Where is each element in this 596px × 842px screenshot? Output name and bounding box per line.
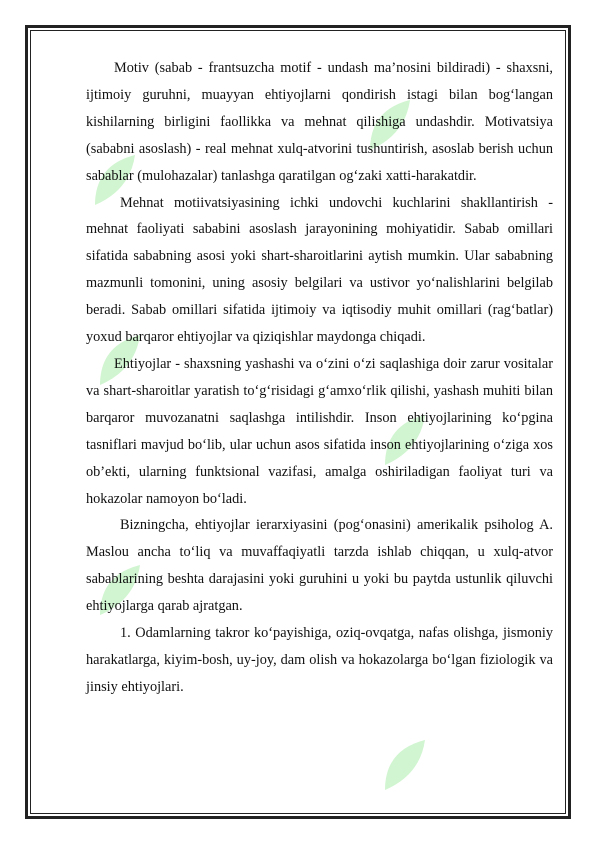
document-body — [86, 55, 553, 701]
paragraph-maslou: Bizningcha, ehtiyojlar ierarxiyasini (pog‘onasini) amerikalik psiholog A. Maslou ancha to‘liq va muvaffaqiyatli tarzda ishlab chiqqan, u xulq-atvor sabablarining beshta darajasini yoki guruhini u yoki bu paytda ustunlik qiluvchi ehtiyojlarga qarab ajratgan. — [86, 517, 553, 615]
list-item-fiziologik-ehtiyojlar: 1. Odamlarning takror ko‘payishiga, oziq-ovqatga, nafas olishga, jismoniy harakatlarga, kiyim-bosh, uy-joy, dam olish va hokazolarga bo‘lgan fiziologik va jinsiy ehtiyojlari. — [86, 625, 553, 695]
paragraph-mehnat-motivatsiyasi: Mehnat motiivatsiyasining ichki undovchi kuchlarini shakllantirish - mehnat faoliyati sababini asoslash jarayonining mohiyatidir. Sabab omillari sifatida sababning asosi yoki shart-sharoitlarini aytish mumkin. Ular sababning mazmunli tomonini, uning asosiy belgilari va ustivor yo‘nalishlarini belgilab beradi. Sabab omillari sifatida ijtimoiy va iqtisodiy muhit omillari (rag‘batlar) yoxud barqaror ehtiyojlar va qiziqishlar maydonga chiqadi. — [86, 194, 553, 346]
paragraph-motiv: Motiv (sabab - frantsuzcha motif - undash ma’nosini bildiradi) - shaxsni, ijtimoiy guruhni, muayyan ehtiyojlarni qondirish istagi bilan bog‘langan kishilarning birligini faollikka va mehnat qilishiga undashdir. Motivatsiya (sababni asoslash) - real mehnat xulq-atvorini tushuntirish, asoslab berish uchun sabablar (mulohazalar) tanlashga qaratilgan og‘zaki xatti-harakatdir. — [86, 60, 553, 184]
paragraph-ehtiyojlar: Ehtiyojlar - shaxsning yashashi va o‘zini o‘zi saqlashiga doir zarur vositalar va shart-sharoitlar yaratish to‘g‘risidagi g‘amxo‘rlik qilishi, yashash muhiti bilan barqaror muvozanatni saqlashga intilishdir. Inson ehtiyojlarining ko‘pgina tasniflari mavjud bo‘lib, ular uchun asos sifatida inson ehtiyojlarining o‘ziga xos ob’ekti, ularning funktsional vazifasi, amalga oshiriladigan faoliyat turi va hokazolar namoyon bo‘ladi. — [86, 355, 553, 507]
